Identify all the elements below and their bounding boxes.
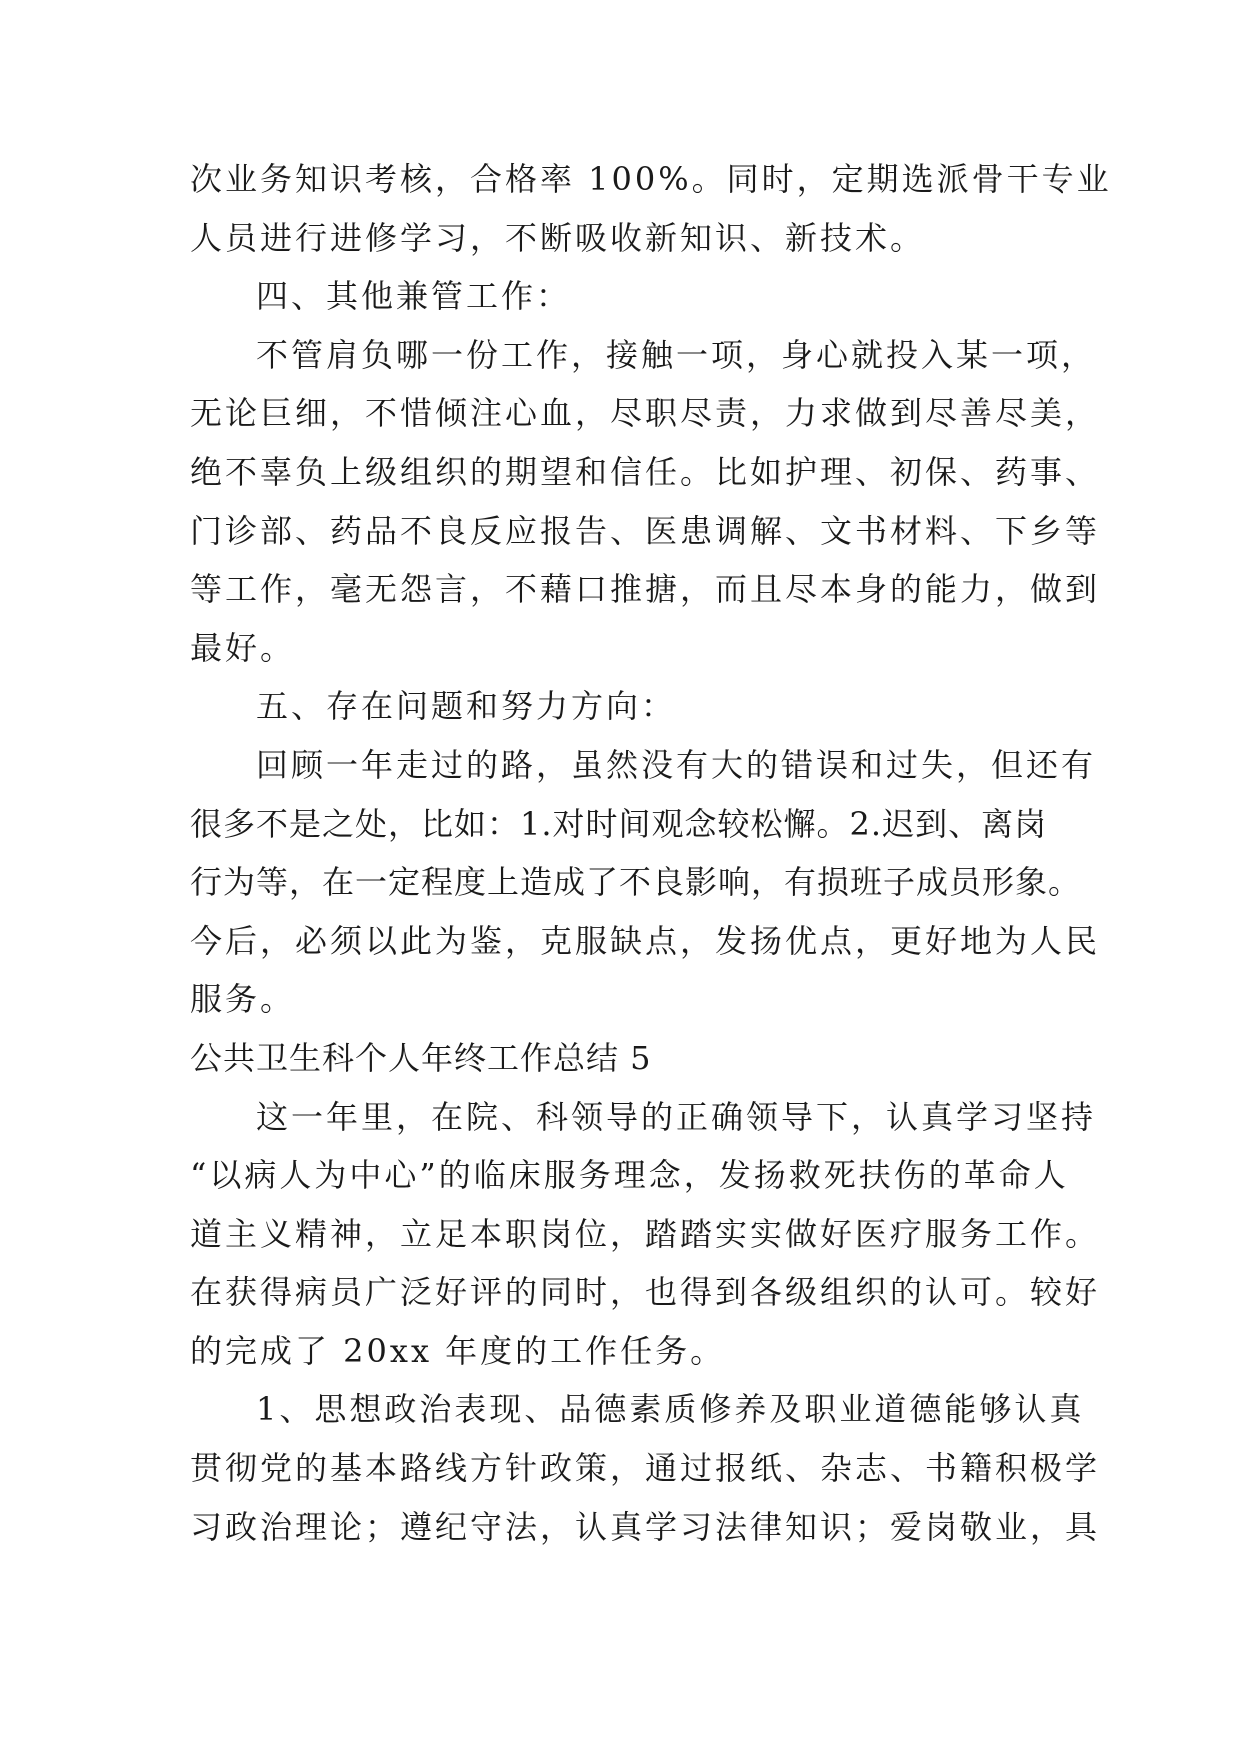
section-heading: 四、其他兼管工作： [256,277,572,316]
text-line: “以病人为中心”的临床服务理念，发扬救死扶伤的革命人 [190,1156,1069,1195]
text-line: 1、思想政治表现、品德素质修养及职业道德能够认真 [256,1390,1085,1429]
text-line: 习政治理论；遵纪守法，认真学习法律知识；爱岗敬业，具 [190,1507,1101,1546]
text-line: 行为等，在一定程度上造成了不良影响，有损班子成员形象。 [190,863,1082,902]
text-line: 贯彻党的基本路线方针政策，通过报纸、杂志、书籍积极学 [190,1449,1101,1488]
text-line: 回顾一年走过的路，虽然没有大的错误和过失，但还有 [256,745,1097,784]
text-line: 不管肩负哪一份工作，接触一项，身心就投入某一项， [256,335,1097,374]
text-line: 道主义精神，立足本职岗位，踏踏实实做好医疗服务工作。 [190,1214,1101,1253]
text-line: 在获得病员广泛好评的同时，也得到各级组织的认可。较好 [190,1273,1101,1312]
text-line: 等工作，毫无怨言，不藉口推搪，而且尽本身的能力，做到 [190,570,1101,609]
text-line: 服务。 [190,980,296,1019]
text-line: 今后，必须以此为鉴，克服缺点，发扬优点，更好地为人民 [190,921,1101,960]
text-line: 人员进行进修学习，不断吸收新知识、新技术。 [190,218,926,257]
text-line: 绝不辜负上级组织的期望和信任。比如护理、初保、药事、 [190,452,1101,491]
section-heading: 五、存在问题和努力方向： [256,687,677,726]
text-line: 最好。 [190,628,296,667]
text-line: 次业务知识考核，合格率 100%。同时，定期选派骨干专业 [190,160,1112,198]
text-line: 这一年里，在院、科领导的正确领导下，认真学习坚持 [256,1097,1097,1136]
text-line: 的完成了 20xx 年度的工作任务。 [190,1331,726,1370]
document-body [190,150,1112,1556]
article-title: 公共卫生科个人年终工作总结 5 [190,1038,652,1077]
text-line: 很多不是之处，比如：1.对时间观念较松懈。2.迟到、离岗 [190,804,1048,843]
text-line: 无论巨细，不惜倾注心血，尽职尽责，力求做到尽善尽美， [190,394,1101,433]
text-line: 门诊部、药品不良反应报告、医患调解、文书材料、下乡等 [190,511,1101,550]
